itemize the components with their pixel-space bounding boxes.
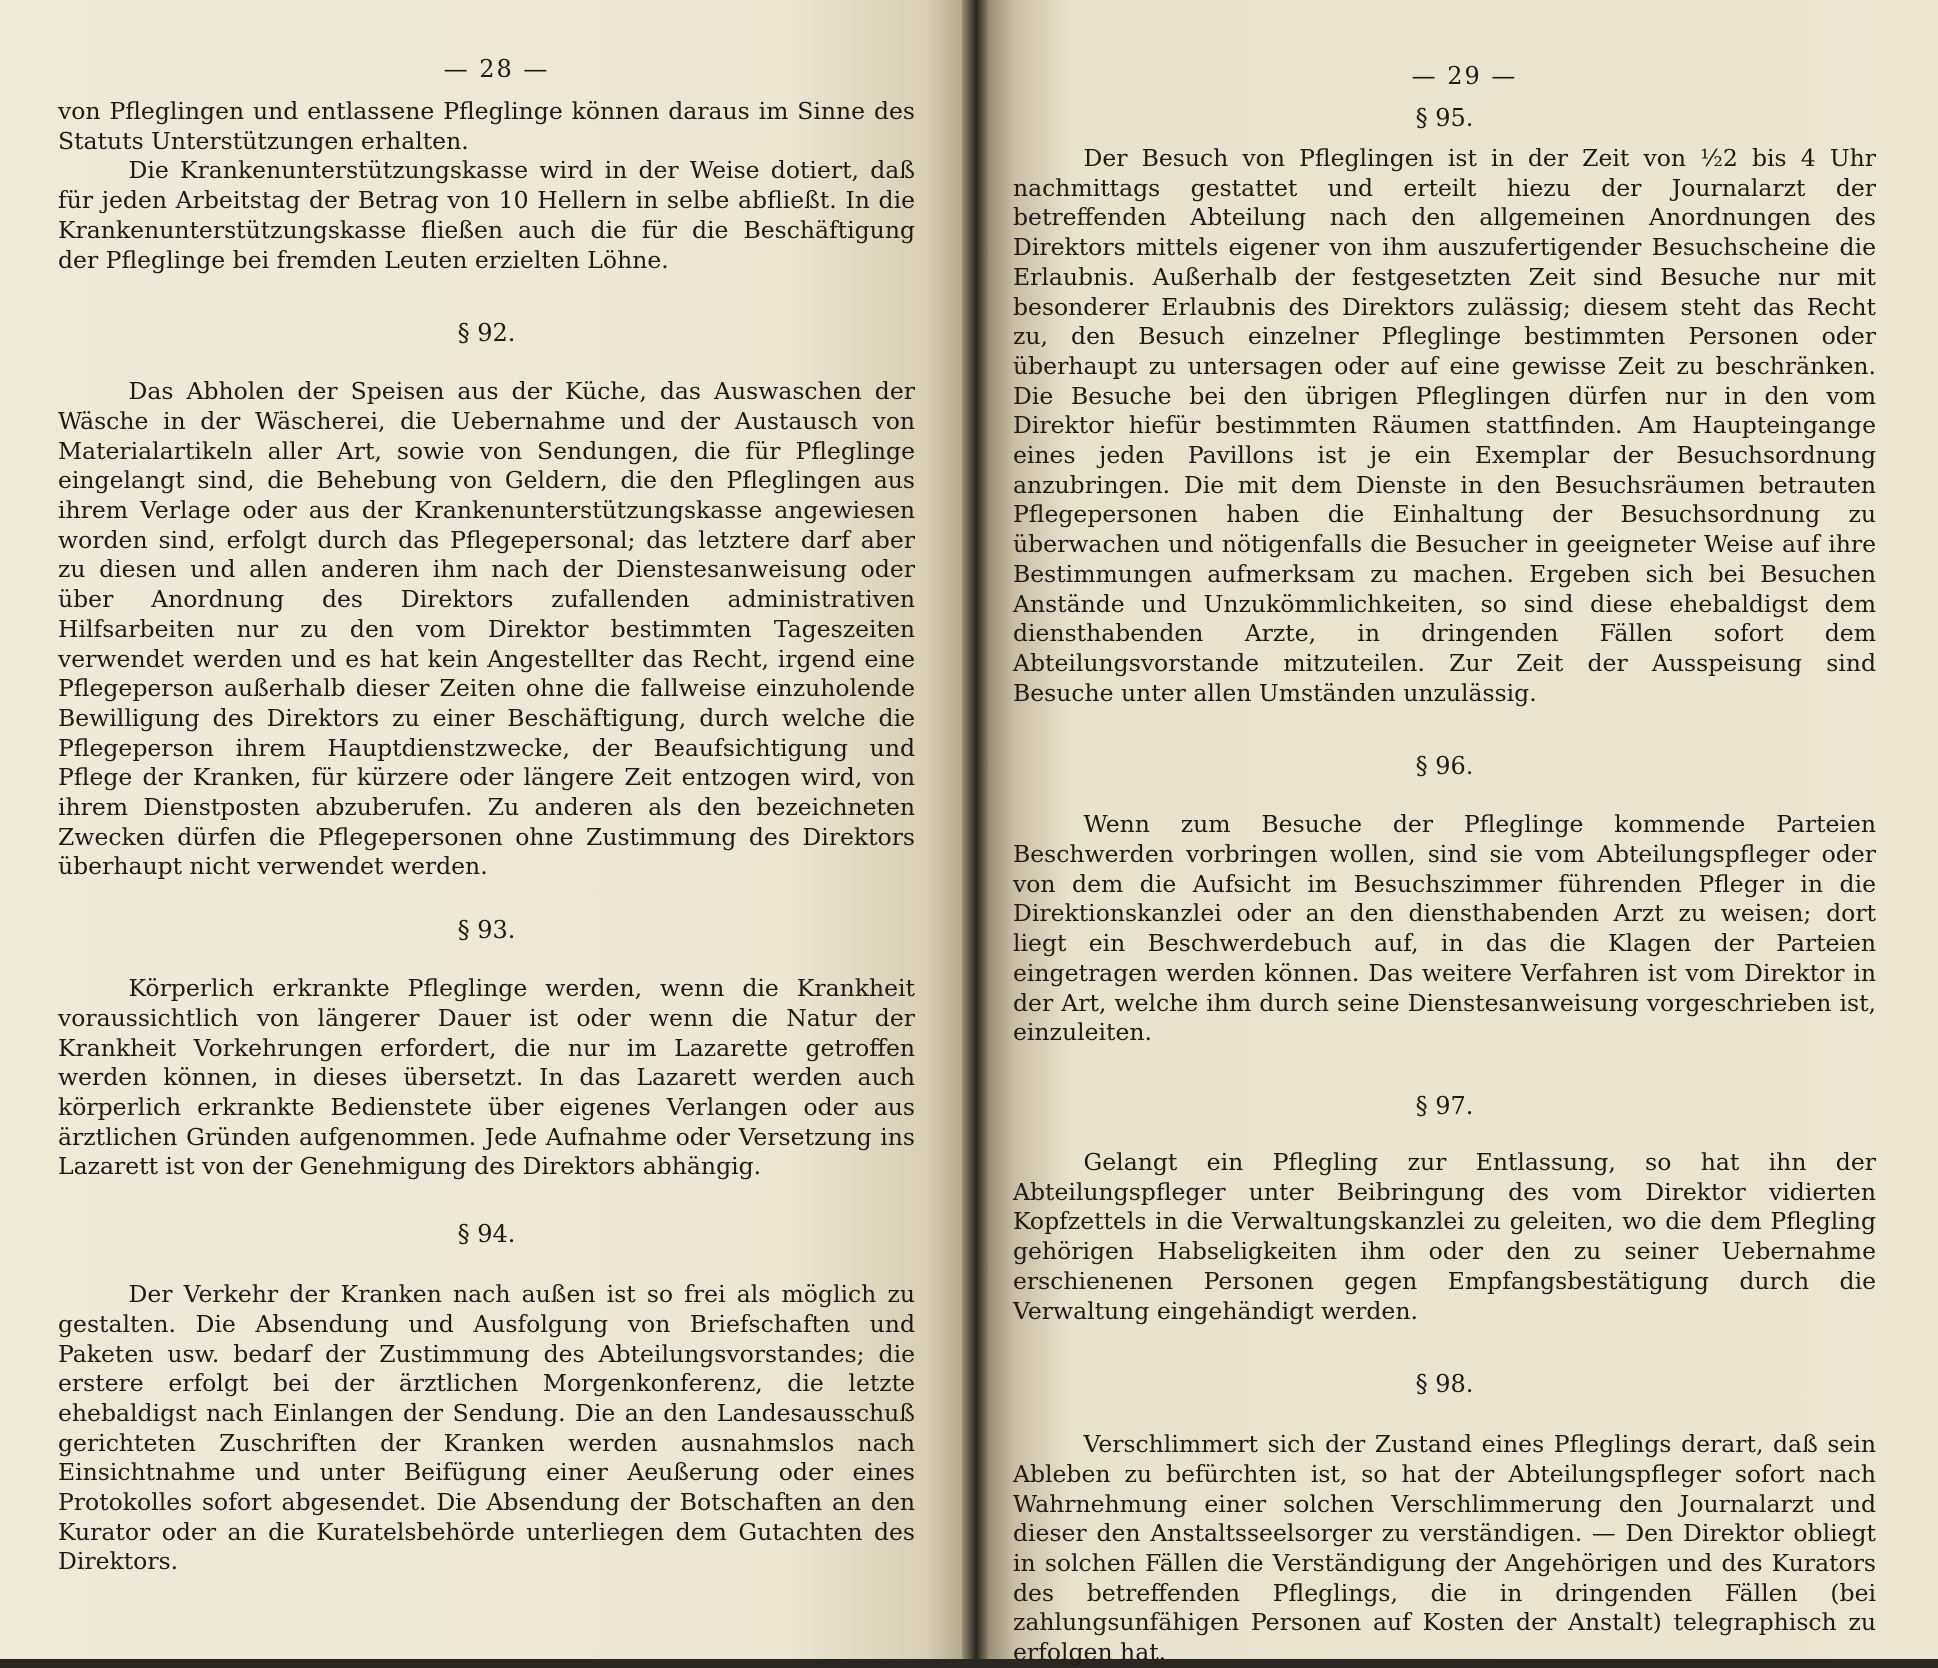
section-92-heading: § 92. (457, 319, 516, 348)
section-94-heading: § 94. (457, 1220, 516, 1249)
section-96-text: Wenn zum Besuche der Pfleglinge kommende Parteien Beschwerden vorbringen wollen, sind sie vom Abteilungspfleger oder von dem die Aufsicht im Besuchszimmer führenden Pfleger in die Direktionskanzlei oder an den diensthabenden Arzt zu weisen; dort liegt ein Beschwerdebuch auf, in das die Klagen der Parteien eingetragen werden können. Das weitere Verfahren ist vom Direktor in der Art, welche ihm durch seine Dienstesanweisung vorgeschrieben ist, einzuleiten. (1013, 810, 1876, 1047)
continuation-paragraph: von Pfleglingen und entlassene Pfleglinge können daraus im Sinne des Statuts Unterstützungen erhalten. (58, 97, 915, 155)
section-96-heading: § 96. (1415, 752, 1474, 781)
section-98-text: Verschlimmert sich der Zustand eines Pfleglings derart, daß sein Ableben zu befürchten ist, so hat der Abteilungspfleger sofort nach Wahrnehmung einer solchen Verschlimmerung den Journalarzt und dieser den Anstaltsseelsorger zu verständigen. — Den Direktor obliegt in solchen Fällen die Verständigung der Angehörigen und des Kurators des betreffenden Pfleglings, die in dringenden Fällen (bei zahlungsunfähigen Personen auf Kosten der Anstalt) telegraphisch zu erfolgen hat. (1013, 1430, 1876, 1667)
krankenkasse-paragraph: Die Krankenunterstützungskasse wird in der Weise dotiert, daß für jeden Arbeitstag der Betrag von 10 Hellern in selbe abfließt. In die Krankenunterstützungskasse fließen auch die für die Beschäftigung der Pfleglinge bei fremden Leuten erzielten Löhne. (58, 156, 915, 274)
page-number-left: — 28 — (443, 55, 550, 83)
section-95-heading: § 95. (1415, 104, 1474, 132)
section-97-heading: § 97. (1415, 1091, 1474, 1120)
book-gutter (962, 0, 988, 1659)
section-93-text: Körperlich erkrankte Pfleglinge werden, wenn die Krankheit voraussichtlich von längerer Dauer ist oder wenn die Natur der Krankheit Vorkehrungen erfordert, die nur im Lazarette getroffen werden können, in dieses übersetzt. In das Lazarett werden auch körperlich erkrankte Bedienstete über eigenes Verlangen oder aus ärztlichen Gründen aufgenommen. Jede Aufnahme oder Versetzung ins Lazarett ist von der Genehmigung des Direktors abhängig. (58, 974, 915, 1181)
section-95-text: Der Besuch von Pfleglingen ist in der Zeit von ½2 bis 4 Uhr nachmittags gestattet und erteilt hiezu der Journalarzt der betreffenden Abteilung nach den allgemeinen Anordnungen des Direktors mittels eigener von ihm auszufertigender Besuchscheine die Erlaubnis. Außerhalb der festgesetzten Zeit sind Besuche nur mit besonderer Erlaubnis des Direktors zulässig; diesem steht das Recht zu, den Besuch einzelner Pfleglinge bestimmten Personen oder überhaupt zu untersagen oder auf eine gewisse Zeit zu beschränken. Die Besuche bei den übrigen Pfleglingen dürfen nur in den vom Direktor hiefür bestimmten Räumen stattfinden. Am Haupteingange eines jeden Pavillons ist je ein Exemplar der Besuchsordnung anzubringen. Die mit dem Dienste in den Besuchsräumen betrauten Pflegepersonen haben die Einhaltung der Besuchsordnung zu überwachen und nötigenfalls die Besucher in geeigneter Weise auf ihre Bestimmungen aufmerksam zu machen. Ergeben sich bei Besuchen Anstände und Unzukömmlichkeiten, so sind diese ehebaldigst dem diensthabenden Arzte, in dringenden Fällen sofort dem Abteilungsvorstande mitzuteilen. Zur Zeit der Ausspeisung sind Besuche unter allen Umständen unzulässig. (1013, 144, 1876, 707)
section-97-text: Gelangt ein Pflegling zur Entlassung, so hat ihn der Abteilungspfleger unter Beibringung des vom Direktor vidierten Kopfzettels in die Verwaltungskanzlei zu geleiten, wo die dem Pflegling gehörigen Habseligkeiten ihm oder den zu seiner Uebernahme erschienenen Personen gegen Empfangsbestätigung durch die Verwaltung eingehändigt werden. (1013, 1147, 1876, 1325)
section-98-heading: § 98. (1415, 1370, 1474, 1399)
right-page (975, 0, 1938, 1667)
section-92-text: Das Abholen der Speisen aus der Küche, das Auswaschen der Wäsche in der Wäscherei, die Uebernahme und der Austausch von Materialartikeln aller Art, sowie von Sendungen, die für Pfleglinge eingelangt sind, die Behebung von Geldern, die den Pfleglingen aus ihrem Verlage oder aus der Krankenunterstützungskasse angewiesen worden sind, erfolgt durch das Pflegepersonal; das letztere darf aber zu diesen und allen anderen ihm nach der Dienstesanweisung oder über Anordnung des Direktors zufallenden administrativen Hilfsarbeiten nur zu den vom Direktor bestimmten Tageszeiten verwendet werden und es hat kein Angestellter das Recht, irgend eine Pflegeperson außerhalb dieser Zeiten ohne die fallweise einzuholende Bewilligung des Direktors zu einer Beschäftigung, durch welche die Pflegeperson ihrem Hauptdienstzwecke, der Beaufsichtigung und Pflege der Kranken, für kürzere oder längere Zeit entzogen wird, von ihrem Dienstposten abzuberufen. Zu anderen als den bezeichneten Zwecken dürfen die Pflegepersonen ohne Zustimmung des Direktors überhaupt nicht verwendet werden. (58, 377, 915, 881)
section-94-text: Der Verkehr der Kranken nach außen ist so frei als möglich zu gestalten. Die Absendung und Ausfolgung von Briefschaften und Paketen usw. bedarf der Zustimmung des Abteilungsvorstandes; die erstere erfolgt bei der ärztlichen Morgenkonferenz, die letzte ehebaldigst nach Einlangen der Sendung. Die an den Landesausschuß gerichteten Zuschriften der Kranken werden ausnahmslos nach Einsichtnahme und unter Beifügung einer Aeußerung oder eines Protokolles sofort abgesendet. Die Absendung der Botschaften an den Kurator oder an die Kuratelsbehörde unterliegen dem Gutachten des Direktors. (58, 1280, 915, 1576)
section-93-heading: § 93. (457, 916, 516, 945)
page-number-right: — 29 — (1411, 62, 1518, 90)
